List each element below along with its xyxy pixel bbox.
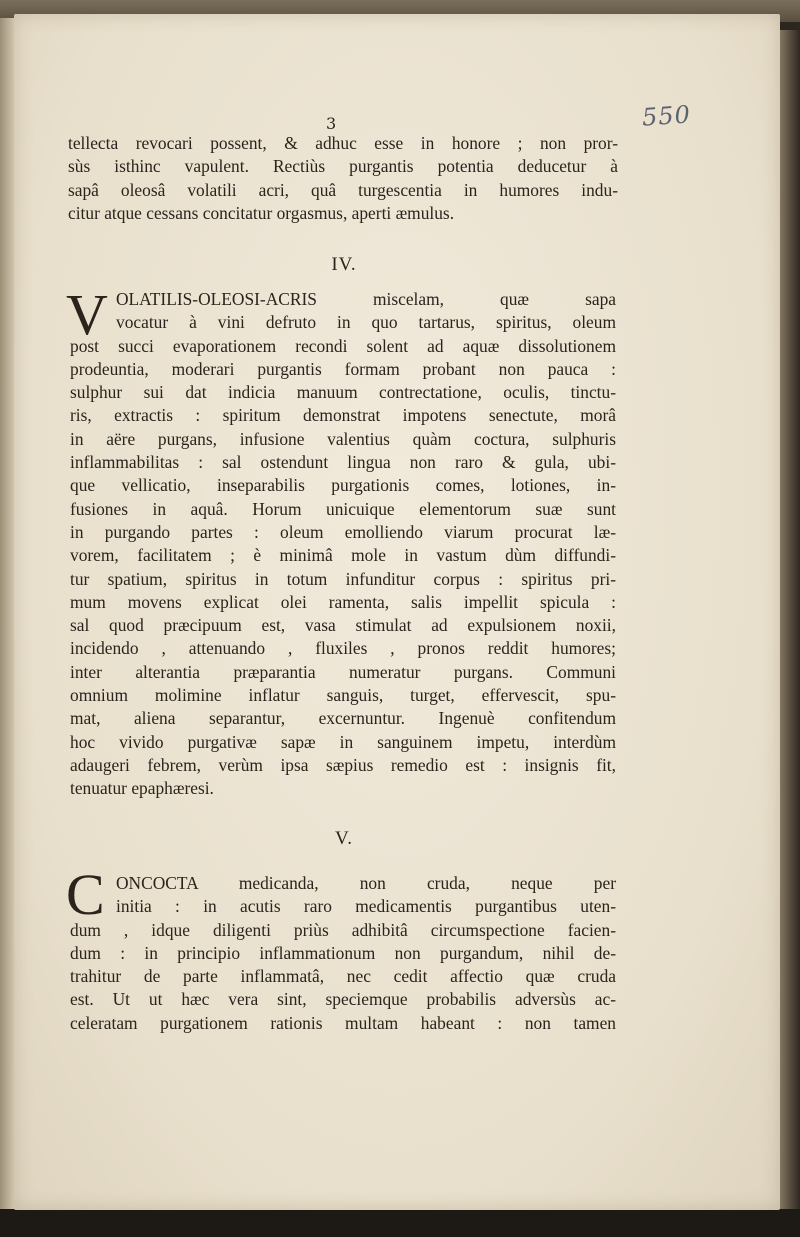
text-line: mat, aliena separantur, excernuntur. Ingenuè confitendum — [70, 708, 616, 729]
section-heading-v: V. — [334, 828, 354, 849]
drop-capital-v: V — [66, 282, 108, 347]
text-line: prodeuntia, moderari purgantis formam probant non pauca : — [70, 358, 616, 379]
text-line: dum , idque diligenti priùs adhibitâ circumspectione facien- — [70, 919, 616, 940]
text-line: tellecta revocari possent, & adhuc esse in honore ; non pror- — [68, 133, 618, 153]
text-line: sùs isthinc vapulent. Rectiùs purgantis potentia deducetur à — [68, 156, 618, 177]
text-line: ris, extractis : spiritum demonstrat impotens senectute, morâ — [70, 405, 616, 426]
section-iv-paragraph — [70, 288, 616, 801]
text-line: trahitur de parte inflammatâ, nec cedit affectio quæ cruda — [70, 966, 616, 987]
text-line: inter alterantia præparantia numeratur purgans. Communi — [70, 661, 616, 682]
signature-mark: 3 — [326, 114, 337, 133]
text-line: sal quod præcipuum est, vasa stimulat ad expulsionem noxii, — [70, 615, 616, 636]
text-line: post succi evaporationem recondi solent ad aquæ dissolutionem — [70, 335, 616, 356]
text-line: in purgando partes : oleum emolliendo viarum procurat læ- — [70, 521, 616, 542]
handwritten-folio-number: 550 — [641, 100, 692, 132]
text-line: in aëre purgans, infusione valentius quàm coctura, sulphuris — [70, 428, 616, 449]
text-line: omnium molimine inflatur sanguis, turget, effervescit, spu- — [70, 685, 616, 706]
text-line: tenuatur epaphæresi. — [70, 778, 214, 799]
text-line: OLATILIS-OLEOSI-ACRIS miscelam, quæ sapa — [116, 289, 616, 309]
text-line: mum movens explicat olei ramenta, salis impellit spicula : — [70, 591, 616, 612]
book-bottom-edge — [0, 1209, 800, 1237]
text-line: celeratam purgationem rationis multam habeant : non tamen — [70, 1012, 616, 1033]
text-line: inflammabilitas : sal ostendunt lingua non raro & gula, ubi- — [70, 452, 616, 473]
text-line: initia : in acutis raro medicamentis purgantibus uten- — [116, 896, 616, 917]
text-line: ONCOCTA medicanda, non cruda, neque per — [116, 873, 616, 893]
text-line: sulphur sui dat indicia manuum contrectatione, oculis, tinctu- — [70, 382, 616, 403]
continuation-paragraph — [68, 132, 618, 225]
section-v-paragraph — [70, 872, 616, 1035]
text-line: dum : in principio inflammationum non purgandum, nihil de- — [70, 942, 616, 963]
book-right-edge — [778, 30, 800, 1210]
text-line: citur atque cessans concitatur orgasmus, aperti æmulus. — [68, 202, 455, 223]
text-line: que vellicatio, inseparabilis purgationis comes, lotiones, in- — [70, 475, 616, 496]
text-line: hoc vivido purgativæ sapæ in sanguinem impetu, interdùm — [70, 731, 616, 752]
text-line: incidendo , attenuando , fluxiles , pronos reddit humores; — [70, 638, 616, 659]
section-heading-iv: IV. — [331, 254, 357, 275]
text-line: adaugeri febrem, verùm ipsa sæpius remedio est : insignis fit, — [70, 754, 616, 775]
text-line: fusiones in aquâ. Horum unicuique elementorum suæ sunt — [70, 498, 616, 519]
drop-capital-c: C — [66, 862, 105, 927]
text-line: est. Ut ut hæc vera sint, speciemque probabilis adversùs ac- — [70, 989, 616, 1010]
text-line: vocatur à vini defruto in quo tartarus, spiritus, oleum — [116, 312, 616, 333]
text-line: tur spatium, spiritus in totum infunditur corpus : spiritus pri- — [70, 568, 616, 589]
book-page — [14, 14, 780, 1210]
text-line: sapâ oleosâ volatili acri, quâ turgescentia in humores indu- — [68, 179, 618, 200]
text-line: vorem, facilitatem ; è minimâ mole in vastum dùm diffundi- — [70, 545, 616, 566]
